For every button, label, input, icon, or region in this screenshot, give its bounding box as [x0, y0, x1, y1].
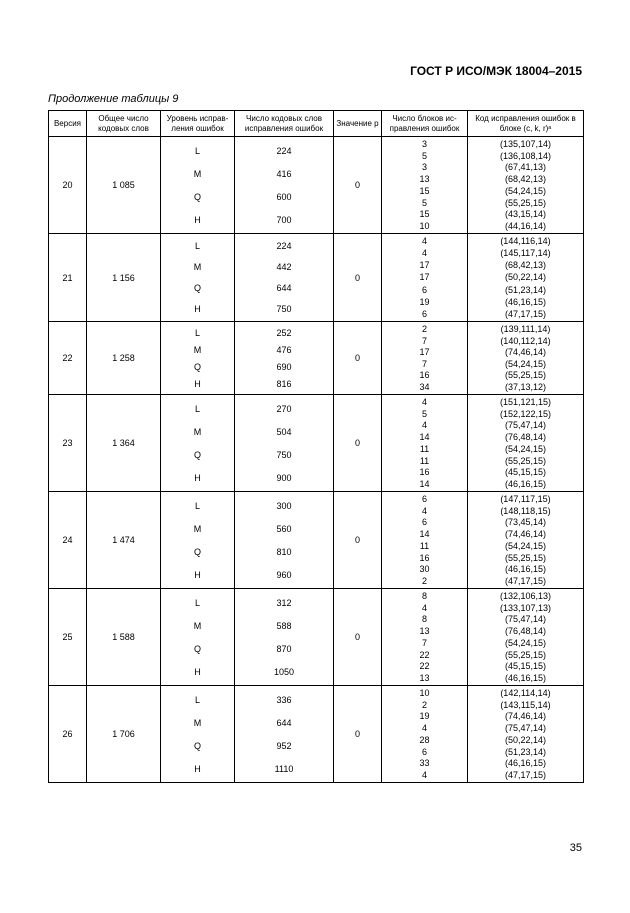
cell-ec-codewords-value: 252 [276, 327, 292, 338]
cell-ec-codewords-value: 700 [276, 214, 292, 225]
cell-block-code-value: (50,22,14) [504, 272, 547, 283]
cell-ec-level-value: Q [193, 643, 201, 654]
cell-p-value: 0 [334, 395, 382, 492]
cell-version: 24 [49, 492, 87, 589]
cell-ec-level-value: M [193, 717, 202, 728]
cell-block-count-value: 3 [421, 139, 427, 149]
cell-ec-level-value: L [194, 597, 200, 608]
cell-ec-codewords-value: 336 [276, 694, 292, 705]
cell-block-count-value: 4 [421, 602, 427, 613]
col-header-block-count: Число блоков исправления ошибок [382, 111, 468, 137]
cell-block-code-value: (75,47,14) [504, 723, 547, 734]
cell-ec-level-value: M [193, 262, 202, 273]
cell-block-count-value: 7 [421, 358, 427, 369]
cell-block-count-value: 14 [419, 432, 430, 443]
page-number: 35 [569, 842, 582, 854]
cell-ec-codewords-value: 1050 [273, 666, 295, 677]
cell-ec-codewords [235, 137, 334, 234]
cell-block-code-value: (68,42,13) [504, 174, 547, 185]
cell-block-count-value: 33 [419, 758, 430, 769]
cell-block-count-value: 2 [421, 575, 427, 586]
cell-block-code-value: (54,24,15) [504, 185, 547, 196]
cell-ec-level-value: Q [193, 282, 201, 293]
cell-block-count [382, 686, 468, 783]
cell-ec-codewords-value: 270 [276, 403, 292, 414]
cell-ec-level [161, 395, 235, 492]
cell-block-code-value: (132,106,13) [499, 591, 552, 601]
cell-block-code-value: (47,17,15) [504, 769, 547, 780]
cell-block-count-value: 22 [419, 661, 430, 672]
cell-block-count [382, 234, 468, 322]
cell-block-code [468, 322, 584, 395]
cell-version: 20 [49, 137, 87, 234]
cell-version: 22 [49, 322, 87, 395]
cell-block-count-value: 6 [421, 308, 427, 319]
cell-block-code-value: (54,24,15) [504, 443, 547, 454]
cell-block-count-value: 4 [421, 420, 427, 431]
cell-block-count-value: 6 [421, 746, 427, 757]
cell-ec-level [161, 234, 235, 322]
cell-block-count-value: 8 [421, 591, 427, 601]
cell-block-code-value: (47,17,15) [504, 575, 547, 586]
cell-block-count-value: 11 [419, 443, 430, 454]
cell-block-count [382, 492, 468, 589]
cell-block-count-value: 5 [421, 197, 427, 208]
cell-block-count-value: 19 [419, 296, 430, 307]
cell-block-code-value: (147,117,15) [500, 494, 551, 504]
cell-ec-codewords-value: 1110 [274, 763, 294, 774]
cell-ec-codewords-value: 960 [276, 569, 292, 580]
cell-ec-level-value: L [194, 500, 200, 511]
cell-block-code [468, 137, 584, 234]
cell-block-code [468, 589, 584, 686]
cell-block-count-value: 16 [419, 370, 430, 381]
cell-ec-codewords-value: 900 [276, 472, 292, 483]
table-row [49, 395, 584, 492]
cell-ec-codewords-value: 300 [276, 500, 292, 511]
cell-block-code-value: (43,15,14) [504, 209, 547, 220]
cell-total-codewords: 1 258 [87, 322, 161, 395]
cell-block-code-value: (45,15,15) [504, 467, 547, 478]
cell-total-codewords: 1 706 [87, 686, 161, 783]
cell-ec-codewords-value: 504 [276, 426, 292, 437]
cell-ec-codewords-value: 750 [276, 449, 292, 460]
cell-ec-level-value: Q [193, 191, 201, 202]
cell-block-count-value: 6 [421, 517, 427, 528]
cell-ec-level [161, 686, 235, 783]
cell-block-count-value: 11 [419, 455, 430, 466]
cell-ec-codewords-value: 476 [276, 344, 292, 355]
cell-version: 21 [49, 234, 87, 322]
cell-block-count-value: 5 [421, 408, 427, 419]
standard-code: ГОСТ Р ИСО/МЭК 18004–2015 [410, 64, 582, 78]
cell-ec-level-value: M [193, 168, 202, 179]
cell-block-code-value: (139,111,14) [500, 324, 551, 334]
cell-block-code-value: (51,23,14) [504, 284, 547, 295]
cell-ec-codewords-value: 644 [276, 717, 292, 728]
cell-ec-level-value: H [194, 472, 201, 483]
cell-block-code-value: (54,24,15) [504, 637, 547, 648]
cell-ec-level-value: M [193, 344, 202, 355]
cell-block-code [468, 234, 584, 322]
cell-block-code-value: (55,25,15) [504, 649, 547, 660]
cell-p-value: 0 [334, 322, 382, 395]
cell-block-code [468, 492, 584, 589]
cell-block-count-value: 4 [421, 769, 427, 780]
cell-block-code-value: (68,42,13) [504, 260, 547, 271]
cell-block-code-value: (46,16,15) [504, 672, 547, 683]
table-row [49, 686, 584, 783]
cell-block-count-value: 15 [419, 209, 430, 220]
cell-block-count-value: 14 [419, 529, 430, 540]
cell-block-count-value: 6 [421, 284, 427, 295]
cell-ec-codewords-value: 560 [276, 523, 292, 534]
cell-block-code-value: (46,16,15) [504, 758, 547, 769]
cell-block-code-value: (44,16,14) [504, 220, 547, 231]
cell-ec-level-value: Q [193, 740, 201, 751]
cell-p-value: 0 [334, 137, 382, 234]
cell-p-value: 0 [334, 686, 382, 783]
cell-block-count-value: 4 [421, 397, 427, 407]
cell-p-value: 0 [334, 234, 382, 322]
col-header-version: Версия [49, 111, 87, 137]
cell-ec-level-value: L [194, 145, 200, 156]
cell-block-code-value: (74,46,14) [504, 711, 547, 722]
cell-ec-level-value: H [194, 378, 201, 389]
col-header-block-code: Код исправления ошибок в блоке (c, k, r)ᵃ [468, 111, 584, 137]
cell-block-code-value: (73,45,14) [504, 517, 547, 528]
cell-block-count-value: 3 [421, 162, 427, 173]
cell-block-count-value: 4 [421, 248, 427, 259]
cell-ec-level-value: H [194, 666, 201, 677]
cell-ec-level-value: L [194, 694, 200, 705]
col-header-p-value: Значение p [334, 111, 382, 137]
cell-block-count-value: 19 [419, 711, 430, 722]
cell-ec-codewords-value: 224 [276, 145, 292, 156]
cell-block-code-value: (37,13,12) [504, 381, 547, 392]
cell-ec-codewords [235, 395, 334, 492]
cell-block-code-value: (46,16,15) [504, 296, 547, 307]
cell-block-code [468, 686, 584, 783]
cell-block-count [382, 589, 468, 686]
table-row [49, 137, 584, 234]
cell-p-value: 0 [334, 589, 382, 686]
cell-p-value: 0 [334, 492, 382, 589]
cell-block-count-value: 34 [419, 381, 430, 392]
table-row [49, 492, 584, 589]
cell-block-count-value: 5 [421, 150, 427, 161]
cell-block-code-value: (45,15,15) [504, 661, 547, 672]
cell-block-code-value: (67,41,13) [504, 162, 547, 173]
cell-ec-level-value: H [194, 569, 201, 580]
cell-block-count-value: 10 [419, 220, 430, 231]
cell-ec-level [161, 589, 235, 686]
cell-block-count-value: 28 [419, 734, 430, 745]
cell-block-count-value: 15 [419, 185, 430, 196]
cell-ec-codewords [235, 234, 334, 322]
table-row [49, 234, 584, 322]
cell-ec-codewords-value: 442 [276, 262, 292, 273]
cell-block-count [382, 395, 468, 492]
cell-version: 25 [49, 589, 87, 686]
cell-block-code-value: (55,25,15) [504, 197, 547, 208]
cell-block-count-value: 17 [419, 272, 430, 283]
cell-block-count-value: 4 [421, 723, 427, 734]
cell-block-code-value: (136,108,14) [499, 150, 552, 161]
cell-version: 26 [49, 686, 87, 783]
cell-block-code-value: (46,16,15) [504, 564, 547, 575]
cell-version: 23 [49, 395, 87, 492]
cell-block-count-value: 4 [421, 236, 427, 246]
cell-ec-codewords-value: 952 [276, 740, 292, 751]
cell-block-count-value: 17 [419, 347, 430, 358]
cell-ec-level-value: H [194, 214, 201, 225]
cell-block-count-value: 16 [419, 552, 430, 563]
cell-ec-codewords-value: 588 [276, 620, 292, 631]
cell-block-code-value: (142,114,14) [500, 688, 551, 698]
table-caption: Продолжение таблицы 9 [48, 93, 179, 105]
cell-ec-level [161, 137, 235, 234]
cell-block-code-value: (75,47,14) [504, 614, 547, 625]
cell-block-count-value: 30 [419, 564, 430, 575]
cell-ec-level-value: M [193, 523, 202, 534]
cell-block-code [468, 395, 584, 492]
cell-block-code-value: (135,107,14) [499, 139, 552, 149]
table-row [49, 589, 584, 686]
cell-ec-codewords-value: 816 [276, 378, 292, 389]
cell-ec-codewords-value: 810 [276, 546, 292, 557]
cell-block-code-value: (55,25,15) [504, 552, 547, 563]
cell-ec-codewords-value: 312 [276, 597, 292, 608]
cell-block-count-value: 7 [421, 335, 427, 346]
cell-block-code-value: (54,24,15) [504, 540, 547, 551]
cell-block-code-value: (74,46,14) [504, 529, 547, 540]
cell-block-code-value: (148,118,15) [500, 505, 551, 516]
cell-ec-level-value: L [194, 327, 200, 338]
cell-ec-codewords-value: 600 [276, 191, 292, 202]
cell-block-code-value: (46,16,15) [504, 478, 547, 489]
cell-total-codewords: 1 474 [87, 492, 161, 589]
cell-block-code-value: (51,23,14) [504, 746, 547, 757]
cell-ec-codewords-value: 224 [276, 241, 292, 252]
cell-block-code-value: (75,47,14) [504, 420, 547, 431]
cell-ec-level-value: M [193, 426, 202, 437]
cell-ec-codewords-value: 416 [276, 168, 292, 179]
cell-block-count-value: 2 [421, 324, 427, 334]
cell-block-count-value: 8 [421, 614, 427, 625]
cell-block-code-value: (152,122,15) [499, 408, 552, 419]
cell-block-code-value: (133,107,13) [499, 602, 552, 613]
cell-block-count-value: 6 [421, 494, 427, 504]
cell-block-count-value: 13 [419, 672, 430, 683]
cell-block-count-value: 17 [419, 260, 430, 271]
cell-block-code-value: (151,121,15) [499, 397, 552, 407]
cell-ec-level-value: Q [193, 546, 201, 557]
cell-block-count-value: 14 [419, 478, 430, 489]
cell-block-code-value: (50,22,14) [504, 734, 547, 745]
cell-block-count-value: 11 [419, 540, 430, 551]
cell-block-count-value: 10 [419, 688, 430, 698]
cell-total-codewords: 1 588 [87, 589, 161, 686]
cell-block-count [382, 322, 468, 395]
cell-block-count-value: 22 [419, 649, 430, 660]
cell-ec-codewords-value: 690 [276, 361, 292, 372]
ec-characteristics-table [48, 110, 584, 783]
cell-ec-codewords-value: 750 [276, 303, 292, 314]
col-header-ec-codewords: Число кодовых слов исправления ошибок [235, 111, 334, 137]
cell-block-count-value: 16 [419, 467, 430, 478]
cell-ec-level-value: Q [193, 361, 201, 372]
cell-total-codewords: 1 156 [87, 234, 161, 322]
cell-ec-codewords-value: 644 [276, 282, 292, 293]
cell-ec-level-value: H [194, 763, 201, 774]
cell-ec-level [161, 492, 235, 589]
cell-ec-level-value: H [194, 303, 201, 314]
cell-block-code-value: (47,17,15) [504, 308, 547, 319]
cell-ec-codewords [235, 322, 334, 395]
cell-block-count [382, 137, 468, 234]
cell-block-code-value: (144,116,14) [500, 236, 551, 246]
cell-ec-level-value: Q [193, 449, 201, 460]
col-header-ec-level: Уровень исправления ошибок [161, 111, 235, 137]
cell-block-count-value: 2 [421, 699, 427, 710]
cell-block-count-value: 13 [419, 174, 430, 185]
table-header-row [49, 111, 584, 137]
col-header-total-codewords: Общее число кодовых слов [87, 111, 161, 137]
cell-block-code-value: (74,46,14) [504, 347, 547, 358]
cell-ec-codewords [235, 686, 334, 783]
cell-block-code-value: (143,115,14) [500, 699, 551, 710]
cell-block-code-value: (76,48,14) [504, 432, 547, 443]
cell-block-code-value: (76,48,14) [504, 626, 547, 637]
table-row [49, 322, 584, 395]
cell-block-count-value: 13 [419, 626, 430, 637]
cell-ec-level [161, 322, 235, 395]
cell-block-count-value: 4 [421, 505, 427, 516]
cell-ec-codewords [235, 589, 334, 686]
cell-block-count-value: 7 [421, 637, 427, 648]
cell-ec-codewords [235, 492, 334, 589]
cell-ec-level-value: M [193, 620, 202, 631]
cell-block-code-value: (55,25,15) [504, 455, 547, 466]
cell-ec-level-value: L [194, 403, 200, 414]
cell-block-code-value: (54,24,15) [504, 358, 547, 369]
cell-block-code-value: (140,112,14) [500, 335, 551, 346]
cell-total-codewords: 1 085 [87, 137, 161, 234]
cell-total-codewords: 1 364 [87, 395, 161, 492]
cell-block-code-value: (55,25,15) [504, 370, 547, 381]
cell-ec-level-value: L [194, 241, 200, 252]
cell-block-code-value: (145,117,14) [500, 248, 551, 259]
cell-ec-codewords-value: 870 [276, 643, 292, 654]
